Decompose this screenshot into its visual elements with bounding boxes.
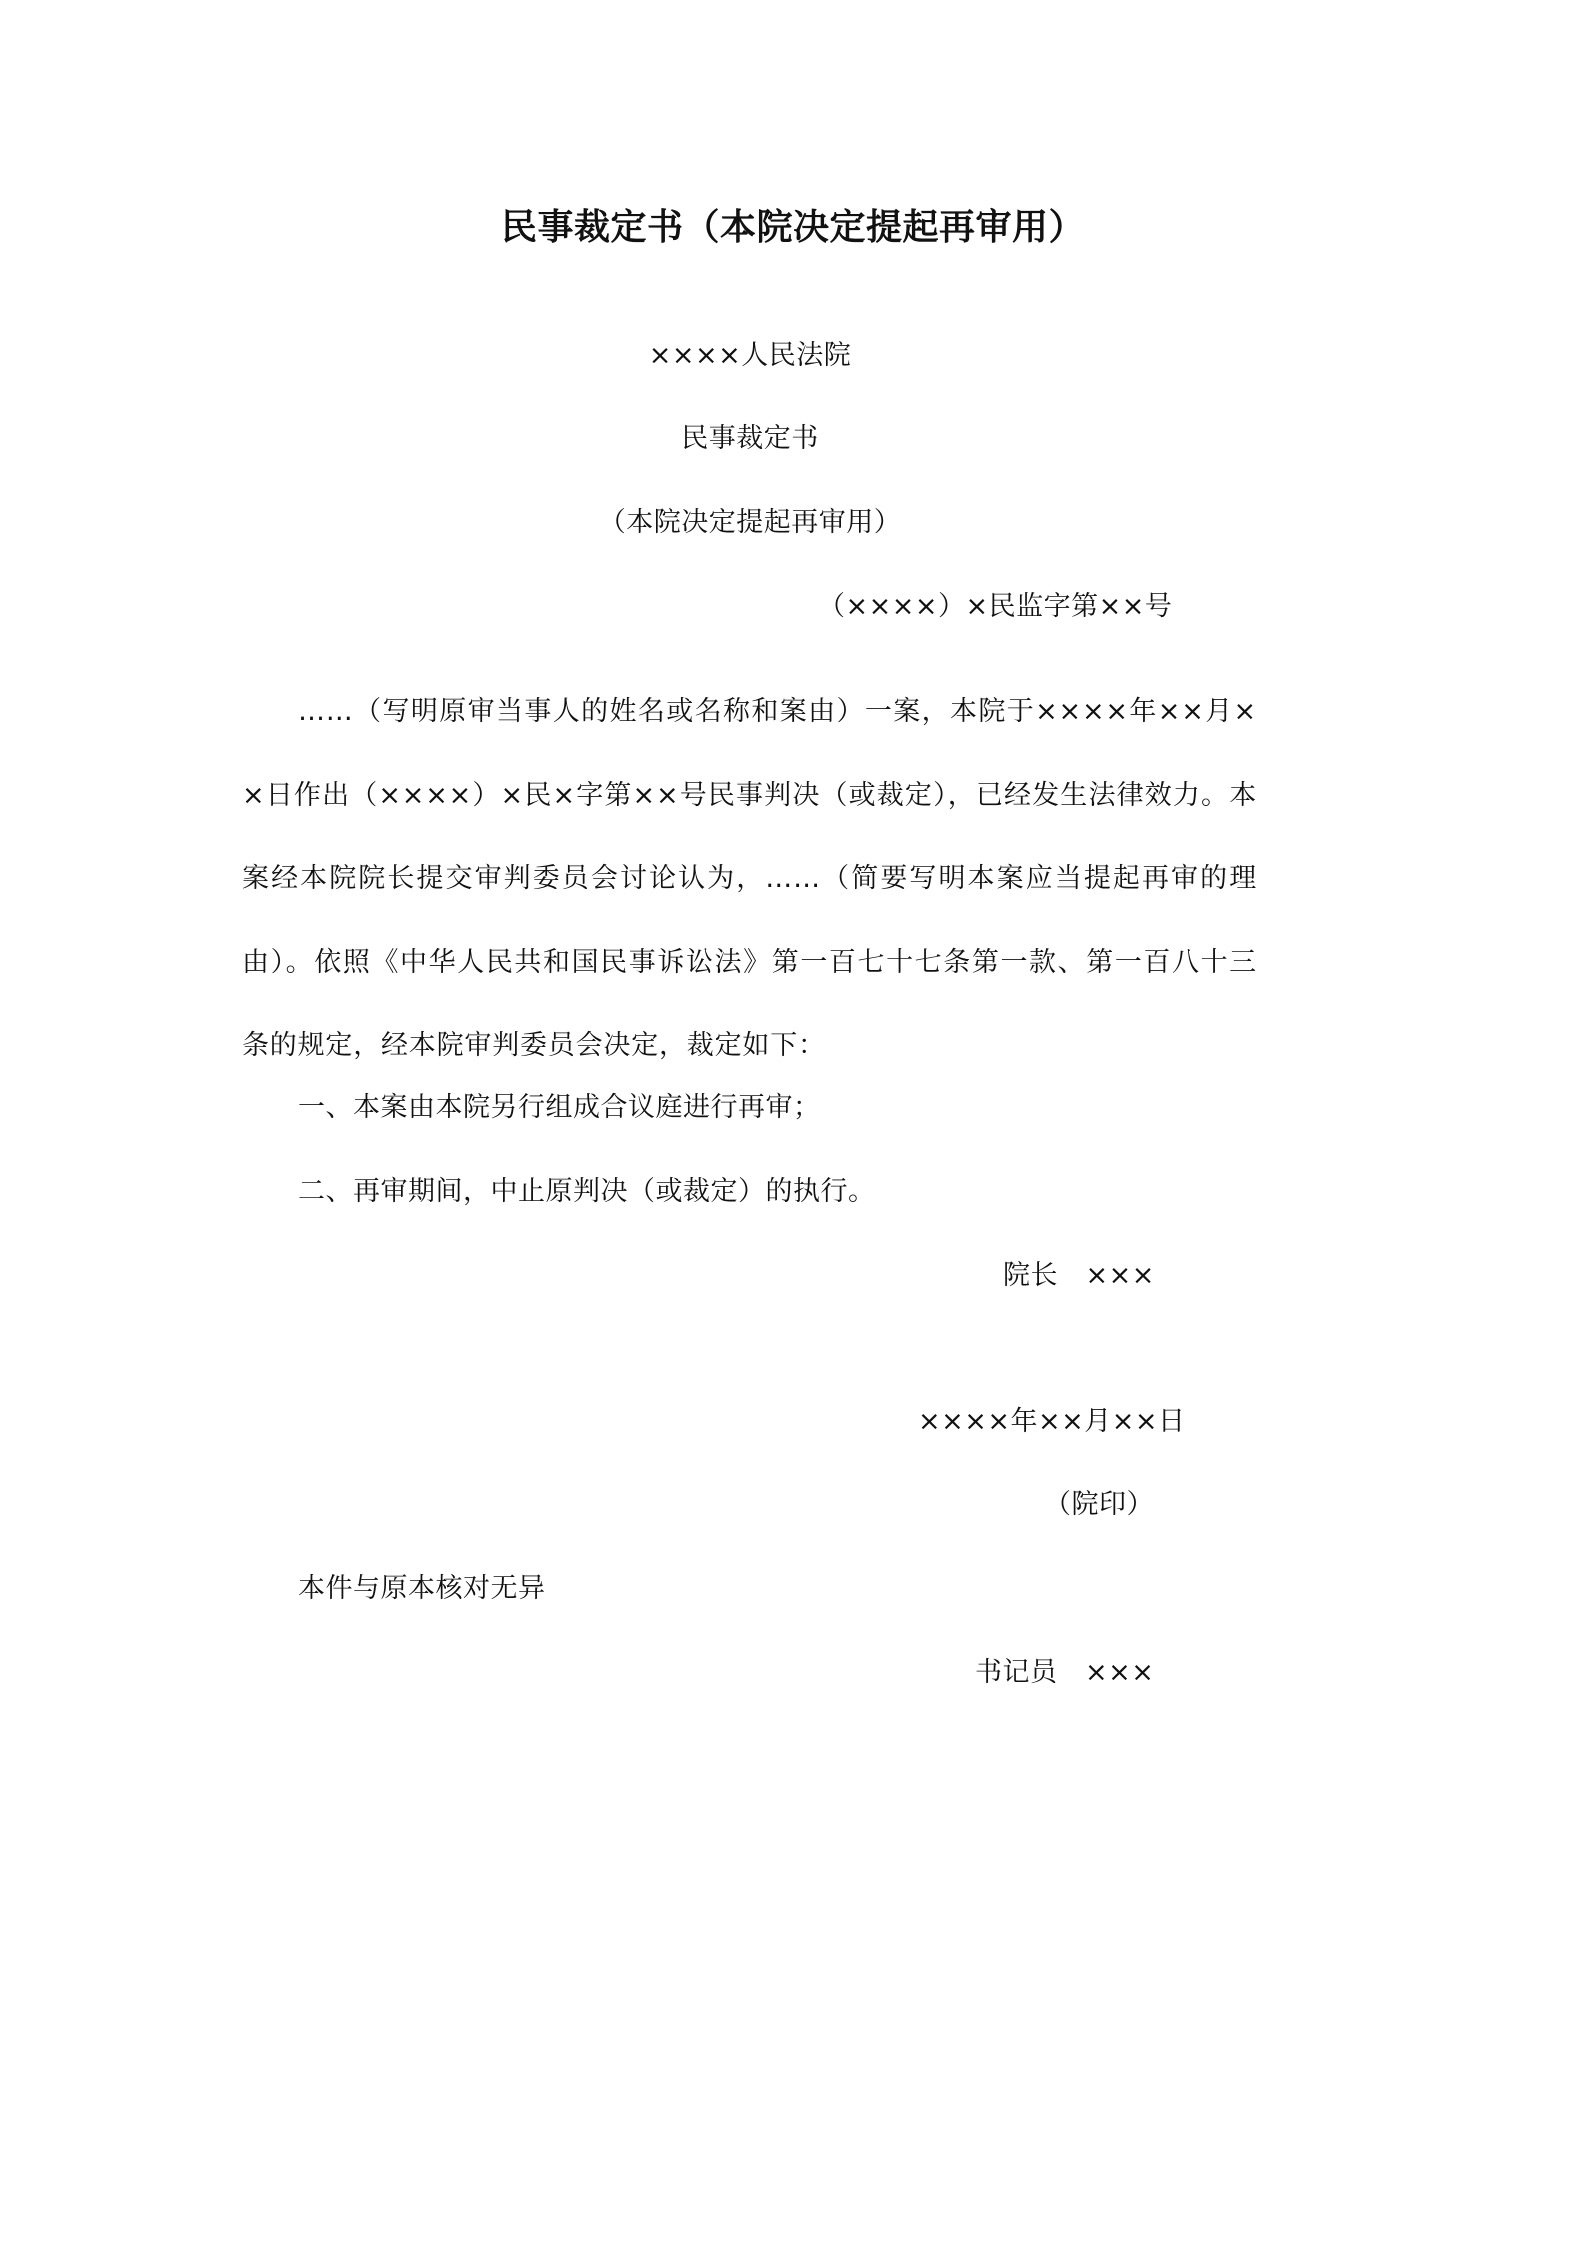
document-subtype: （本院决定提起再审用） xyxy=(598,507,902,538)
court-seal: （院印） xyxy=(1044,1489,1154,1520)
ruling-item-2: 二、再审期间，中止原判决（或裁定）的执行。 xyxy=(298,1176,876,1207)
president-signature: 院长 ××× xyxy=(1003,1260,1155,1291)
verification-note: 本件与原本核对无异 xyxy=(298,1573,546,1604)
body-paragraph: ……（写明原审当事人的姓名或名称和案由）一案，本院于××××年××月××日作出（××××）×民×字第××号民事判决（或裁定），已经发生法律效力。本案经本院院长提交审判委员会讨论认为，……（简要写明本案应当提起再审的理由）。依照《中华人民共和国民事诉讼法》第一百七十七条第一款、第一百八十三条的规定，经本院审判委员会决定，裁定如下： xyxy=(242,696,1257,1062)
document-title: 民事裁定书（本院决定提起再审用） xyxy=(500,207,1085,248)
ruling-item-1: 一、本案由本院另行组成合议庭进行再审； xyxy=(298,1092,821,1123)
case-number: （××××）×民监字第××号 xyxy=(818,591,1173,622)
document-type: 民事裁定书 xyxy=(681,423,819,454)
court-name: ××××人民法院 xyxy=(648,340,852,371)
clerk-signature: 书记员 ××× xyxy=(975,1657,1155,1688)
document-date: ××××年××月××日 xyxy=(918,1406,1186,1437)
